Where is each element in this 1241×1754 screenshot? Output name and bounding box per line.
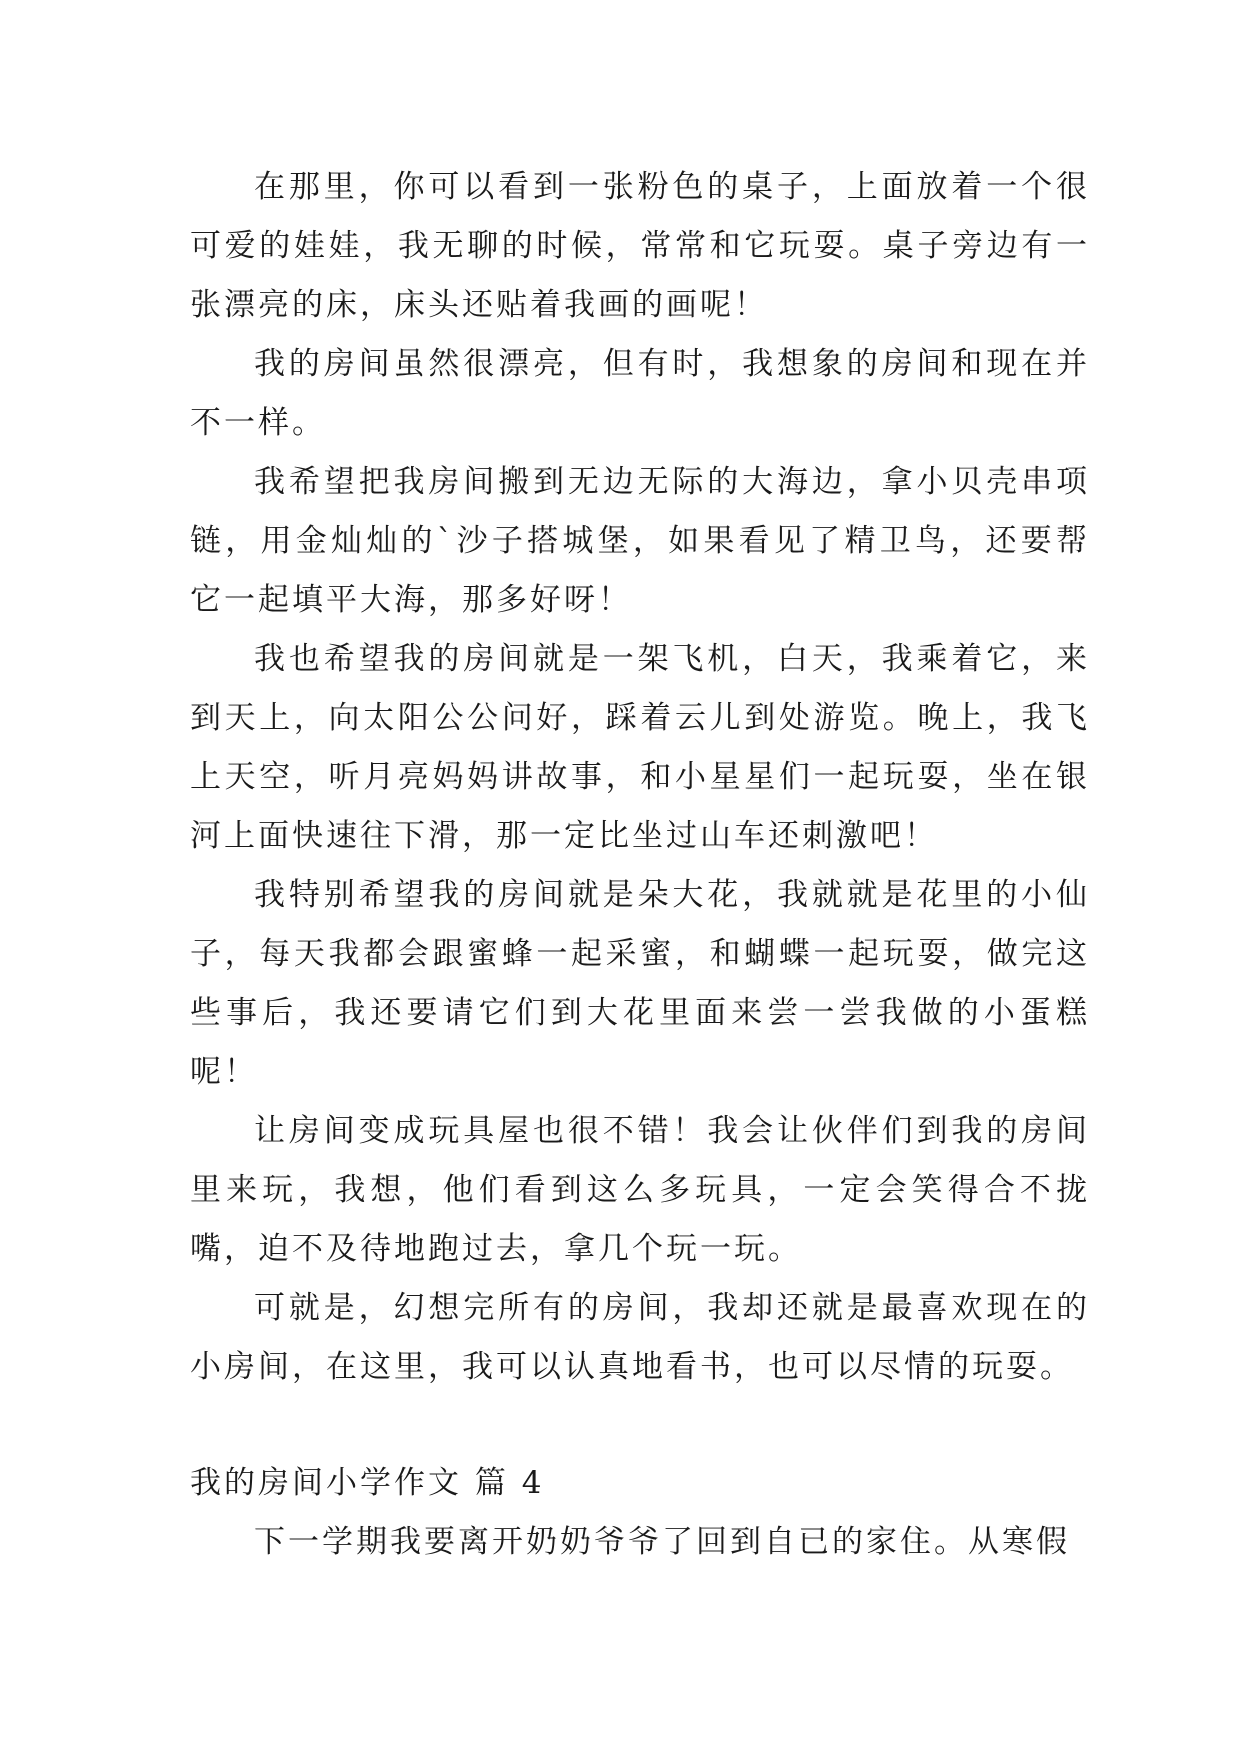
paragraph-7: 可就是，幻想完所有的房间，我却还就是最喜欢现在的小房间，在这里，我可以认真地看书，也可以尽情的玩耍。 [190,1290,1090,1385]
paragraph-3: 我希望把我房间搬到无边无际的大海边，拿小贝壳串项链，用金灿灿的`沙子搭城堡，如果看见了精卫鸟，还要帮它一起填平大海，那多好呀！ [190,464,1090,618]
paragraph-1: 在那里，你可以看到一张粉色的桌子，上面放着一个很可爱的娃娃，我无聊的时候，常常和它玩耍。桌子旁边有一张漂亮的床，床头还贴着我画的画呢！ [190,169,1090,323]
paragraph-2: 我的房间虽然很漂亮，但有时，我想象的房间和现在并不一样。 [190,346,1090,441]
paragraph-next: 下一学期我要离开奶奶爷爷了回到自已的家住。从寒假 [254,1524,1070,1560]
paragraph-5: 我特别希望我的房间就是朵大花，我就就是花里的小仙子，每天我都会跟蜜蜂一起采蜜，和蝴蝶一起玩耍，做完这些事后，我还要请它们到大花里面来尝一尝我做的小蛋糕呢！ [190,877,1090,1090]
section-heading: 我的房间小学作文 篇 4 [190,1465,545,1501]
document-body [190,158,1090,1572]
paragraph-4: 我也希望我的房间就是一架飞机，白天，我乘着它，来到天上，向太阳公公问好，踩着云儿到处游览。晚上，我飞上天空，听月亮妈妈讲故事，和小星星们一起玩耍，坐在银河上面快速往下滑，那一定比坐过山车还刺激吧！ [190,641,1090,854]
paragraph-6: 让房间变成玩具屋也很不错！我会让伙伴们到我的房间里来玩，我想，他们看到这么多玩具，一定会笑得合不拢嘴，迫不及待地跑过去，拿几个玩一玩。 [190,1113,1090,1267]
